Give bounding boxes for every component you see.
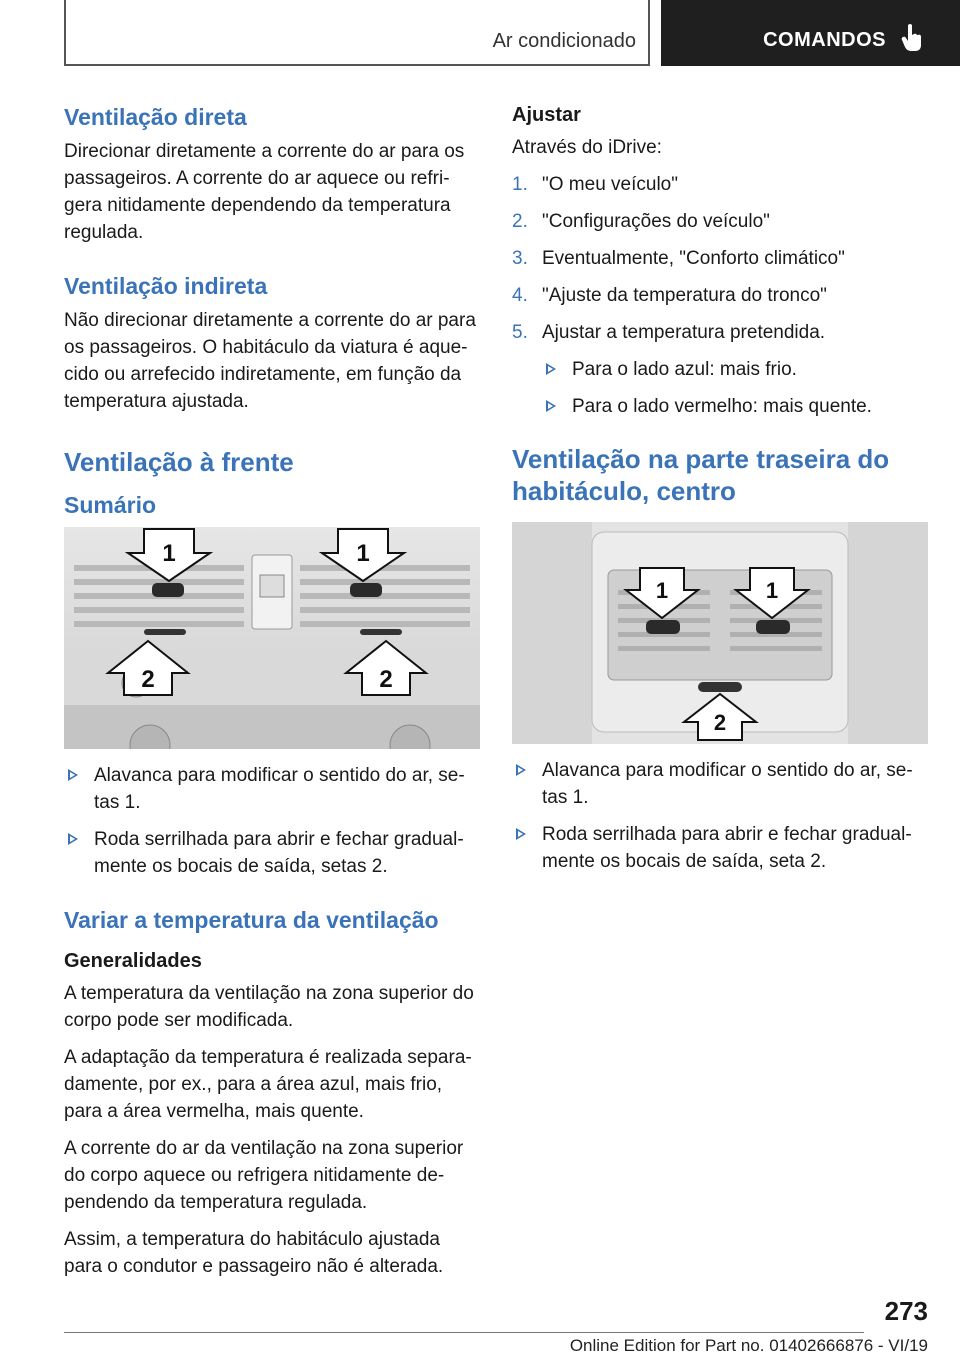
figure-label-1a: 1: [655, 577, 669, 603]
step-item: 3. Eventualmente, "Conforto climático": [512, 247, 845, 269]
figure-label-2b: 2: [379, 666, 393, 694]
right-column: [512, 100, 928, 886]
front-vents-legend: [64, 763, 480, 881]
triangle-bullet-icon: [546, 400, 556, 412]
pointing-hand-icon: [900, 23, 924, 53]
list-item: Alavanca para modificar o sentido do ar, setas 1.: [512, 758, 928, 812]
sub-steps: [542, 357, 928, 421]
header-chapter-tab: [661, 0, 960, 66]
list-item: Roda serrilhada para abrir e fechar gradualmente os bocais de saída, setas 2.: [64, 827, 480, 881]
header-left-rule: [64, 0, 66, 66]
list-item: Alavanca para modificar o sentido do ar, setas 1.: [64, 763, 480, 817]
paragraph-direct-ventilation: Direcionar diretamente a corrente do ar para os passageiros. A corrente do ar aquece ou refrigera nitidamente dependendo da temperatura regulada.: [64, 141, 465, 243]
header-section-title: Ar condicionado: [492, 30, 636, 52]
heading-front-ventilation: Ventilação à frente: [64, 446, 294, 477]
heading-indirect-ventilation: Ventilação indireta: [64, 272, 268, 299]
front-vents-figure: [64, 527, 480, 749]
adjust-steps: [512, 172, 928, 421]
paragraph-general-4: Assim, a temperatura do habitáculo ajustada para o condutor e passageiro não é alterada.: [64, 1228, 444, 1277]
triangle-bullet-icon: [516, 764, 526, 776]
heading-vary-temperature: Variar a temperatura da ventilação: [64, 907, 439, 934]
footer-rule: [64, 1332, 864, 1333]
step-item: 4. "Ajuste da temperatura do tronco": [512, 284, 827, 306]
list-item: Para o lado azul: mais frio.: [542, 357, 928, 384]
paragraph-indirect-ventilation: Não direcionar diretamente a corrente do ar para os passageiros. O habitáculo da viatura é aquecido ou arrefecido indiretamente, em função da temperatura ajustada.: [64, 309, 476, 412]
triangle-bullet-icon: [68, 833, 78, 845]
page-number: 273: [884, 1296, 928, 1326]
list-item: Para o lado vermelho: mais quente.: [542, 394, 928, 421]
paragraph-general-2: A adaptação da temperatura é realizada separadamente, por ex., para a área azul, mais frio, para a área vermelha, mais quente.: [64, 1047, 472, 1122]
heading-direct-ventilation: Ventilação direta: [64, 104, 247, 130]
triangle-bullet-icon: [68, 769, 78, 781]
triangle-bullet-icon: [546, 363, 556, 375]
rear-vents-legend: [512, 758, 928, 876]
figure-label-1b: 1: [765, 577, 779, 603]
header-divider: [648, 0, 650, 66]
figure-label-2: 2: [713, 709, 727, 735]
paragraph-idrive: Através do iDrive:: [512, 137, 662, 158]
paragraph-general-1: A temperatura da ventilação na zona superior do corpo pode ser modificada.: [64, 983, 474, 1032]
figure-label-1a: 1: [162, 540, 176, 568]
left-column: [64, 100, 480, 1291]
paragraph-general-3: A corrente do ar da ventilação na zona superior do corpo aquece ou refrigera nitidamente dependendo da temperatura regulada.: [64, 1137, 464, 1213]
triangle-bullet-icon: [516, 828, 526, 840]
step-item: 2. "Configurações do veículo": [512, 210, 770, 232]
figure-label-1b: 1: [356, 540, 370, 568]
rear-vents-figure: [512, 522, 928, 744]
list-item: Roda serrilhada para abrir e fechar gradualmente os bocais de saída, seta 2.: [512, 822, 928, 876]
heading-summary: Sumário: [64, 492, 157, 519]
header-chapter-title: COMANDOS: [763, 28, 886, 51]
heading-rear-ventilation: Ventilação na parte traseira do habitáculo, centro: [512, 443, 890, 507]
figure-label-2a: 2: [141, 666, 155, 694]
heading-general: Generalidades: [64, 950, 202, 973]
header-bottom-rule: [64, 64, 650, 66]
heading-adjust: Ajustar: [512, 104, 581, 126]
step-item: 5. Ajustar a temperatura pretendida. Para o lado azul: mais frio. Para o lado vermelho: mais quente.: [512, 320, 928, 421]
step-item: 1. "O meu veículo": [512, 173, 678, 195]
footer-edition: Online Edition for Part no. 01402666876 - VI/19: [569, 1336, 928, 1355]
